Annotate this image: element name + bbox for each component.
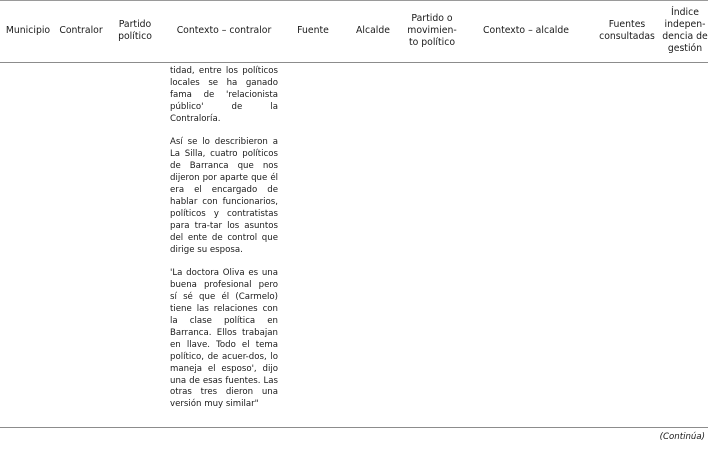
header-municipio: Municipio — [5, 25, 51, 36]
header-fuentes-consultadas: Fuentes consultadas — [599, 19, 655, 42]
contexto-paragraph: Así se lo describieron a La Silla, cuatro políticos de Barranca que nos dijeron por aparte que él era el encargado de hablar con funcionarios, políticos y contratistas para tra-tar los asuntos del ente de control que dirige su esposa. — [170, 137, 278, 255]
header-contexto-alcalde: Contexto – alcalde — [483, 25, 569, 36]
header-contralor: Contralor — [59, 25, 103, 36]
header-bottom-rule — [0, 62, 708, 63]
header-indice-independencia: Índice indepen- dencia de gestión — [662, 7, 708, 54]
header-fuente: Fuente — [297, 25, 329, 36]
contexto-paragraph: 'La doctora Oliva es una buena profesional pero sí sé que él (Carmelo) tiene las relaciones con la clase política en Barranca. Ellos trabajan en llave. Todo el tema político, de acuer-dos, lo maneja el esposo', dijo una de esas fuentes. Las otras tres dieron una versión muy similar" — [170, 268, 278, 410]
contexto-contralor-cell — [170, 66, 278, 423]
table-header-row — [0, 0, 708, 62]
header-alcalde: Alcalde — [356, 25, 390, 36]
header-contexto-contralor: Contexto – contralor — [176, 25, 272, 36]
header-partido-politico: Partido político — [118, 19, 152, 42]
header-partido-movimiento: Partido o movimien- to político — [407, 13, 457, 48]
continua-note: (Continúa) — [659, 432, 705, 442]
table-bottom-rule — [0, 427, 708, 428]
contexto-paragraph: tidad, entre los políticos locales se ha ganado fama de 'relacionista público' de la Contraloría. — [170, 66, 278, 124]
